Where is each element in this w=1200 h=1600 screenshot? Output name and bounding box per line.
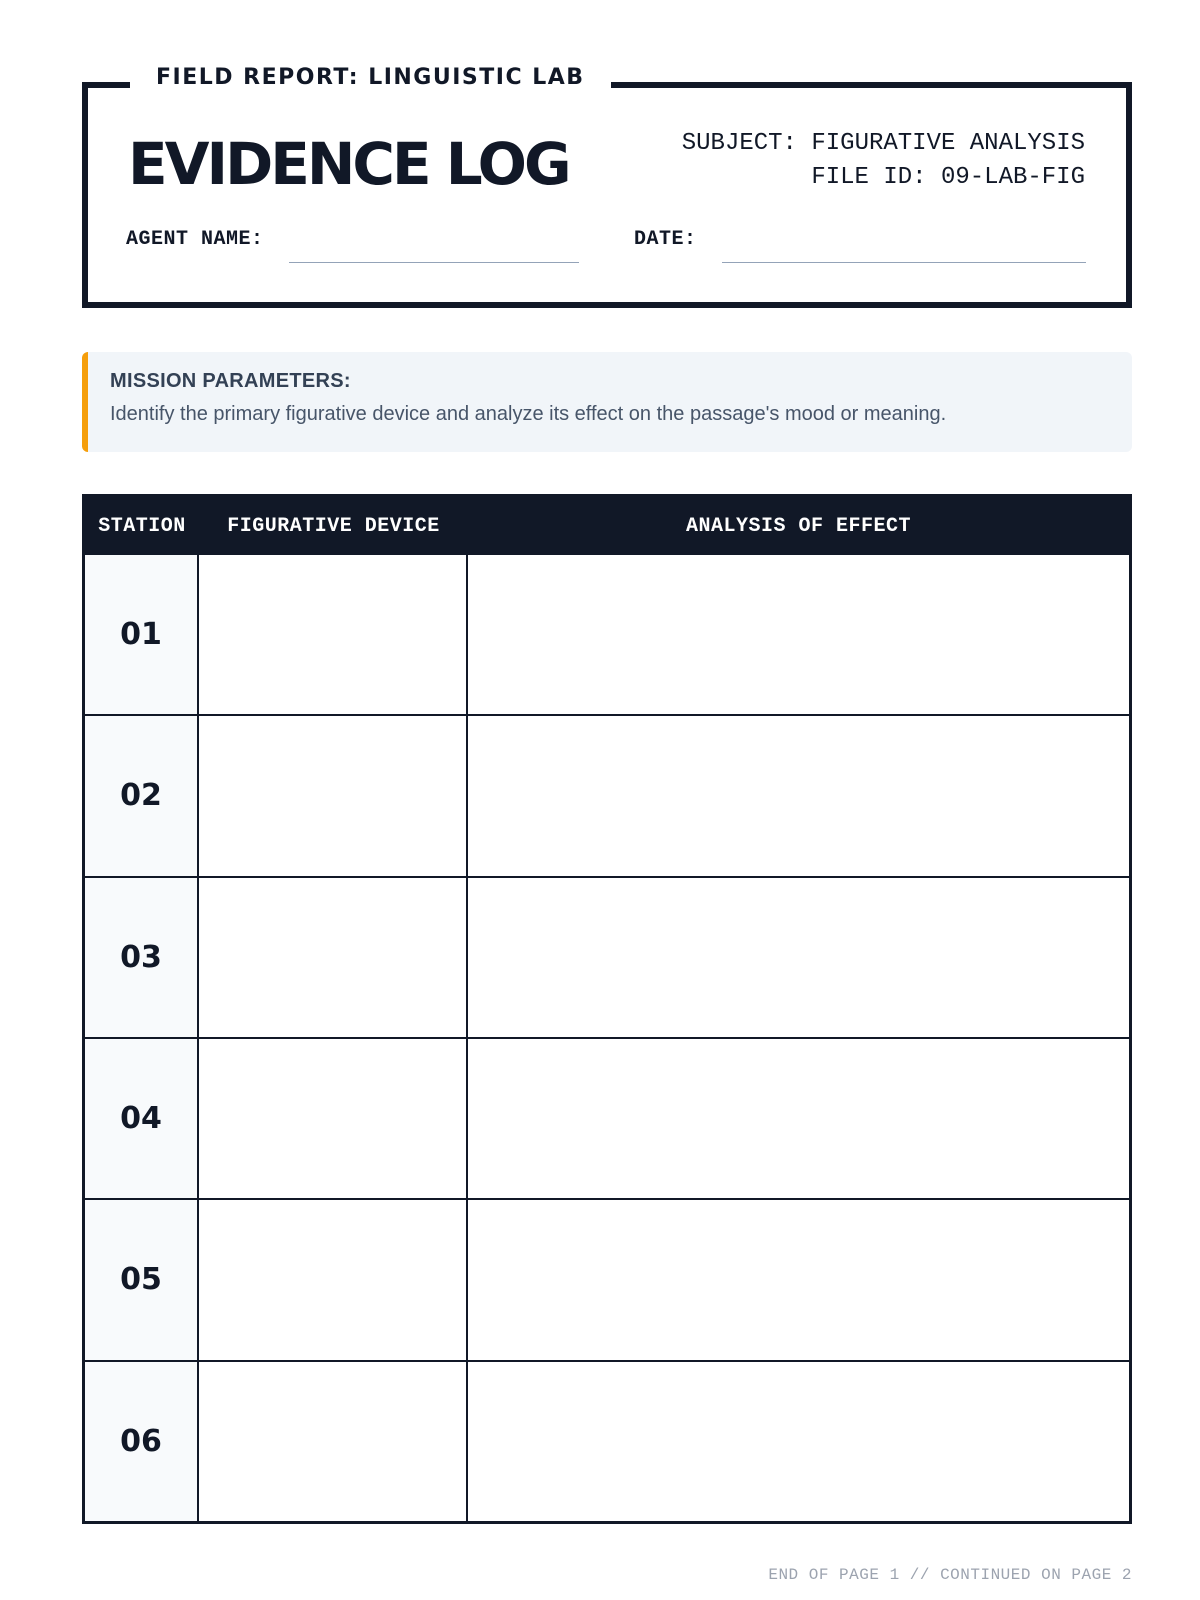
agent-name-field[interactable] [289, 262, 579, 263]
table-row [85, 555, 1129, 714]
station-number: 05 [85, 1200, 199, 1359]
station-number: 04 [85, 1039, 199, 1198]
agent-name-label: AGENT NAME: [126, 228, 264, 251]
subject-label: SUBJECT: FIGURATIVE ANALYSIS [681, 130, 1085, 157]
date-field[interactable] [722, 262, 1086, 263]
header-device: FIGURATIVE DEVICE [227, 514, 440, 538]
mission-text: Identify the primary figurative device and analyze its effect on the passage's mood or meaning. [110, 403, 947, 425]
analysis-cell[interactable] [468, 1039, 1129, 1198]
page-footer: END OF PAGE 1 // CONTINUED ON PAGE 2 [768, 1566, 1132, 1584]
device-cell[interactable] [199, 1200, 468, 1359]
analysis-cell[interactable] [468, 716, 1129, 875]
date-label: DATE: [634, 228, 697, 251]
analysis-cell[interactable] [468, 1362, 1129, 1521]
table-row [85, 714, 1129, 875]
device-cell[interactable] [199, 555, 468, 714]
table-row [85, 1198, 1129, 1359]
device-cell[interactable] [199, 878, 468, 1037]
table-body [85, 555, 1129, 1521]
station-number: 06 [85, 1362, 199, 1521]
station-number: 02 [85, 716, 199, 875]
file-id-label: FILE ID: 09-LAB-FIG [811, 164, 1085, 191]
page-title: EVIDENCE LOG [128, 130, 569, 198]
analysis-cell[interactable] [468, 878, 1129, 1037]
header-analysis: ANALYSIS OF EFFECT [685, 514, 912, 538]
station-number: 01 [85, 555, 199, 714]
mission-title: MISSION PARAMETERS: [110, 370, 351, 392]
file-meta [682, 127, 1085, 195]
mission-panel [82, 352, 1132, 452]
station-number: 03 [85, 878, 199, 1037]
device-cell[interactable] [199, 1362, 468, 1521]
table-row [85, 1360, 1129, 1521]
device-cell[interactable] [199, 716, 468, 875]
report-type-label: FIELD REPORT: LINGUISTIC LAB [130, 62, 611, 94]
analysis-cell[interactable] [468, 555, 1129, 714]
device-cell[interactable] [199, 1039, 468, 1198]
header-station: STATION [98, 514, 186, 538]
table-row [85, 1037, 1129, 1198]
analysis-cell[interactable] [468, 1200, 1129, 1359]
table-header [85, 497, 1129, 555]
evidence-table [82, 494, 1132, 1524]
table-row [85, 876, 1129, 1037]
